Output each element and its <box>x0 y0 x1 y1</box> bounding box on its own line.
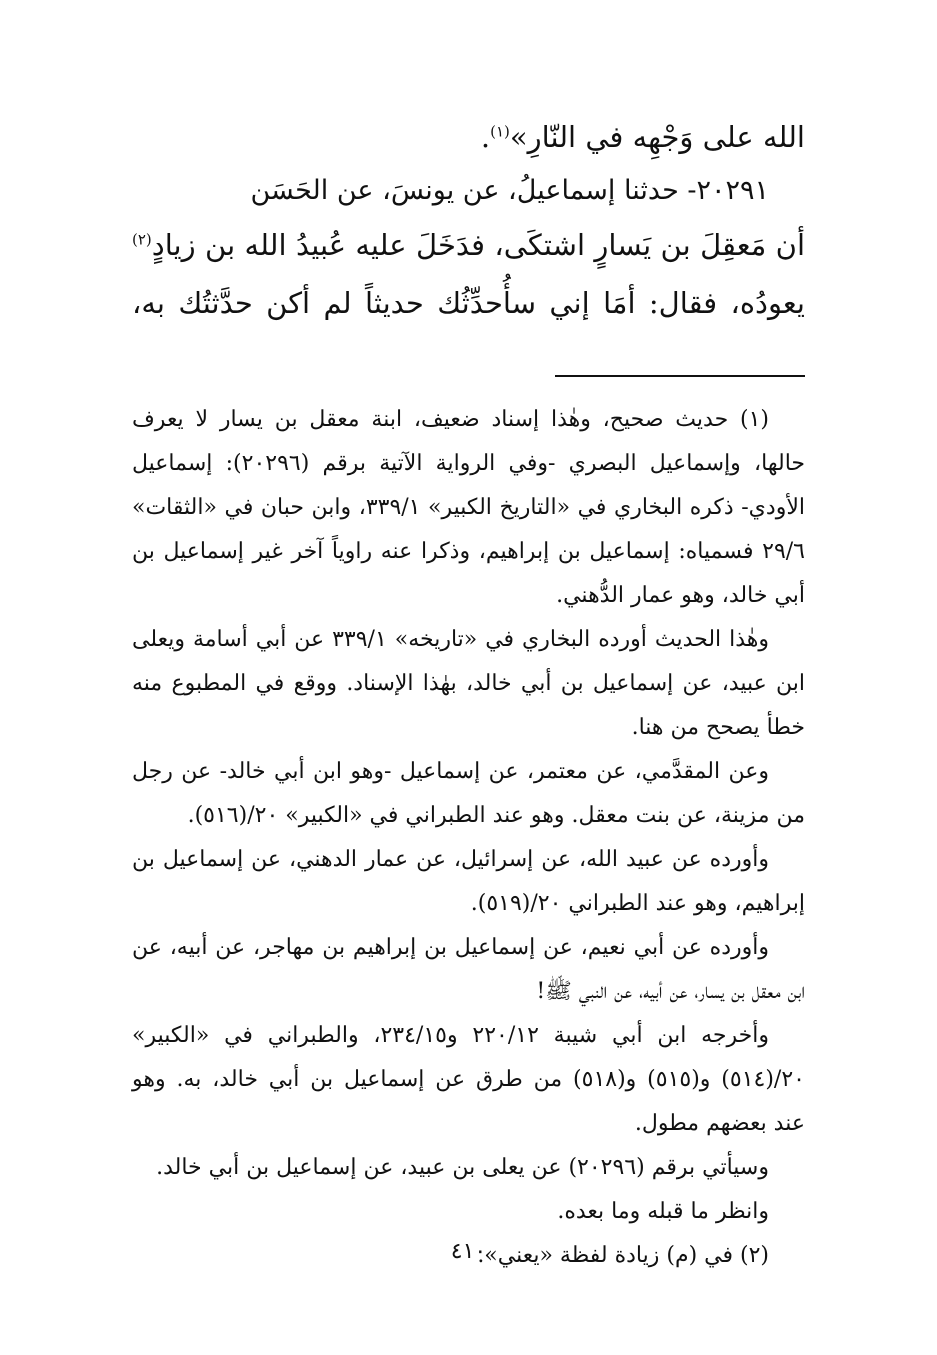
footnote-line: ٢٠/(٥١٤) و(٥١٥) و(٥١٨) من طرق عن إسماعيل بن أبي خالد، به. وهو <box>132 1067 805 1092</box>
footnote-line: (١) حديث صحيح، وهٰذا إسناد ضعيف، ابنة معقل بن يسار لا يعرف <box>132 407 769 432</box>
footnote-line: وسيأتي برقم (٢٠٢٩٦) عن يعلى بن عبيد، عن إسماعيل بن أبي خالد. <box>156 1155 769 1180</box>
footnote-line: خطأ يصحح من هنا. <box>631 715 805 740</box>
main-line-3-text: أن مَعقِلَ بن يَسارٍ اشتكَى، فدَخَلَ عليه عُبيدُ الله بن زيادٍ <box>151 228 805 262</box>
footnote-ref-2: (٢) <box>132 230 152 249</box>
footnote-line: وعن المقدَّمي، عن معتمر، عن إسماعيل -وهو ابن أبي خالد- عن رجل <box>132 759 769 784</box>
footnote-line: وأورده عن عبيد الله، عن إسرائيل، عن عمار الدهني، عن إسماعيل بن <box>132 847 769 872</box>
footnote-line: وهٰذا الحديث أورده البخاري في «تاريخه» ٣٣٩/١ عن أبي أسامة ويعلى <box>132 627 769 652</box>
footnote-line: ٢٩/٦ فسمياه: إسماعيل بن إبراهيم، وذكرا عنه راوياً آخر غير إسماعيل بن <box>132 539 805 564</box>
page-number: ٤١٠ <box>450 1239 487 1264</box>
footnote-line: أبي خالد، وهو عمار الدُّهني. <box>556 583 805 608</box>
footnote-separator <box>555 375 805 377</box>
footnote-line: (٢) في (م) زيادة لفظة «يعني». <box>477 1243 769 1268</box>
footnotes <box>132 398 805 1278</box>
main-line-3 <box>132 216 805 274</box>
footnote-line: ابن عبيد، عن إسماعيل بن أبي خالد، بهٰذا الإسناد. ووقع في المطبوع منه <box>132 671 805 696</box>
footnote-line: وأخرجه ابن أبي شيبة ٢٢٠/١٢ و٢٣٤/١٥، والطبراني في «الكبير» <box>132 1023 769 1048</box>
main-line-1-end: . <box>480 120 491 154</box>
main-line-1 <box>132 108 805 166</box>
footnote-ref-1: (١) <box>490 122 510 141</box>
footnote-line: إبراهيم، وهو عند الطبراني ٢٠/(٥١٩). <box>470 891 805 916</box>
hadith-heading: ٢٠٢٩١- حدثنا إسماعيلُ، عن يونسَ، عن الحَسَن <box>250 175 769 206</box>
footnote-line: من مزينة، عن بنت معقل. وهو عند الطبراني في «الكبير» ٢٠/(٥١٦). <box>187 803 805 828</box>
footnote-line: ابن معقل بن يسار، عن أبيه، عن النبي ﷺ! <box>536 979 805 1004</box>
footnote-line: وانظر ما قبله وما بعده. <box>557 1199 769 1224</box>
main-text <box>132 108 805 332</box>
footnote-line: وأورده عن أبي نعيم، عن إسماعيل بن إبراهيم بن مهاجر، عن أبيه، عن <box>132 935 769 960</box>
main-line-1-text: الله على وَجْهِه في النّارِ» <box>509 120 805 154</box>
footnote-line: حالها، وإسماعيل البصري -وفي الرواية الآتية برقم (٢٠٢٩٦): إسماعيل <box>132 451 805 476</box>
main-line-4: يعودُه، فقال: أمَا إني سأُحدِّثُك حديثاً لم أكن حدَّثتُك به، <box>132 286 805 320</box>
footnote-line: عند بعضهم مطول. <box>634 1111 805 1136</box>
footnote-line: الأودي- ذكره البخاري في «التاريخ الكبير» ٣٣٩/١، وابن حبان في «الثقات» <box>132 495 805 520</box>
